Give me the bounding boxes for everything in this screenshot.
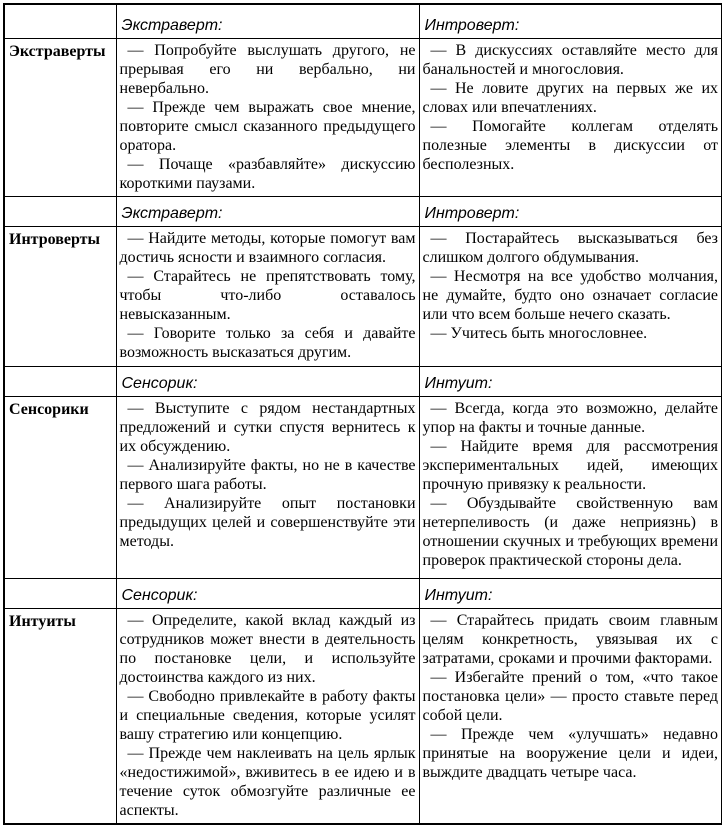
column-header: Экстраверт: bbox=[116, 4, 419, 38]
advice-item: — Постарайтесь высказываться без слишком долгого обдумывания. bbox=[422, 229, 718, 266]
row-label: Интроверты bbox=[4, 226, 116, 366]
advice-cell bbox=[116, 608, 419, 824]
row-label-spacer bbox=[4, 4, 116, 38]
advice-item: — Почаще «разбавляйте» дискуссию короткими паузами. bbox=[119, 155, 416, 192]
section-content-row bbox=[4, 396, 722, 578]
advice-item: — Избегайте прений о том, «что такое постановка цели» — просто ставьте перед собой цели. bbox=[422, 668, 718, 724]
column-header: Интуит: bbox=[419, 578, 722, 608]
column-header: Интроверт: bbox=[419, 4, 722, 38]
advice-item: — В дискуссиях оставляйте место для банальностей и многословия. bbox=[422, 41, 718, 78]
advice-item: — Прежде чем выражать свое мнение, повторите смысл сказанного предыдущего оратора. bbox=[119, 98, 416, 154]
advice-cell bbox=[419, 396, 722, 578]
row-label: Экстраверты bbox=[4, 38, 116, 196]
advice-item: — Выступите с рядом нестандартных предложений и сутки спустя вернитесь к их обсуждению. bbox=[119, 399, 416, 455]
advice-item: — Прежде чем наклеивать на цель ярлык «недостижимой», вживитесь в ее идею и в течение суток обмозгуйте различные ее аспекты. bbox=[119, 744, 416, 819]
column-header: Интроверт: bbox=[419, 196, 722, 226]
section-header-row bbox=[4, 196, 722, 226]
advice-item: — Помогайте коллегам отделять полезные элементы в дискуссии от бесполезных. bbox=[422, 117, 718, 173]
advice-item: — Не ловите других на первых же их словах или впечатлениях. bbox=[422, 79, 718, 116]
section-header-row bbox=[4, 4, 722, 38]
advice-item: — Анализируйте факты, но не в качестве первого шага работы. bbox=[119, 456, 416, 493]
advice-item: — Найдите время для рассмотрения экспериментальных идей, имеющих прочную привязку к реальности. bbox=[422, 437, 718, 493]
column-header: Интуит: bbox=[419, 366, 722, 396]
table-body bbox=[4, 4, 722, 824]
personality-advice-table bbox=[3, 3, 722, 825]
advice-item: — Обуздывайте свойственную вам нетерпеливость (и даже неприязнь) в отношении скучных и требующих времени проверок практической стороны дела. bbox=[422, 494, 718, 569]
row-label-spacer bbox=[4, 366, 116, 396]
advice-item: — Несмотря на все удобство молчания, не думайте, будто оно означает согласие или что всем больше нечего сказать. bbox=[422, 267, 718, 323]
advice-cell bbox=[116, 38, 419, 196]
row-label-spacer bbox=[4, 578, 116, 608]
advice-item: — Говорите только за себя и давайте возможность высказаться другим. bbox=[119, 324, 416, 361]
advice-cell bbox=[116, 226, 419, 366]
column-header: Сенсорик: bbox=[116, 366, 419, 396]
row-label-spacer bbox=[4, 196, 116, 226]
advice-item: — Всегда, когда это возможно, делайте упор на факты и точные данные. bbox=[422, 399, 718, 436]
advice-cell bbox=[419, 608, 722, 824]
advice-item: — Старайтесь придать своим главным целям конкретность, увязывая их с затратами, сроками и прочими факторами. bbox=[422, 611, 718, 667]
section-content-row bbox=[4, 38, 722, 196]
row-label: Интуиты bbox=[4, 608, 116, 824]
advice-item: — Учитесь быть многословнее. bbox=[430, 324, 648, 342]
section-content-row bbox=[4, 226, 722, 366]
advice-item: — Анализируйте опыт постановки предыдущих целей и совершенствуйте эти методы. bbox=[119, 494, 416, 550]
row-label: Сенсорики bbox=[4, 396, 116, 578]
advice-item: — Старайтесь не препятствовать тому, чтобы что-либо оставалось невысказанным. bbox=[119, 267, 416, 323]
column-header: Экстраверт: bbox=[116, 196, 419, 226]
advice-cell bbox=[419, 38, 722, 196]
section-content-row bbox=[4, 608, 722, 824]
advice-item: — Определите, какой вклад каждый из сотрудников может внести в деятельность по постановке цели, и используйте достоинства каждого из них. bbox=[119, 611, 416, 686]
advice-item: — Прежде чем «улучшать» недавно принятые на вооружение цели и идеи, выждите двадцать четыре часа. bbox=[422, 725, 718, 781]
advice-item: — Найдите методы, которые помогут вам достичь ясности и взаимного согласия. bbox=[119, 229, 416, 266]
advice-item: — Попробуйте выслушать другого, не прерывая его ни вербально, ни невербально. bbox=[119, 41, 416, 97]
advice-cell bbox=[116, 396, 419, 578]
section-header-row bbox=[4, 366, 722, 396]
column-header: Сенсорик: bbox=[116, 578, 419, 608]
section-header-row bbox=[4, 578, 722, 608]
advice-item: — Свободно привлекайте в работу факты и специальные сведения, которые усилят вашу стратегию или концепцию. bbox=[119, 687, 416, 743]
advice-cell bbox=[419, 226, 722, 366]
